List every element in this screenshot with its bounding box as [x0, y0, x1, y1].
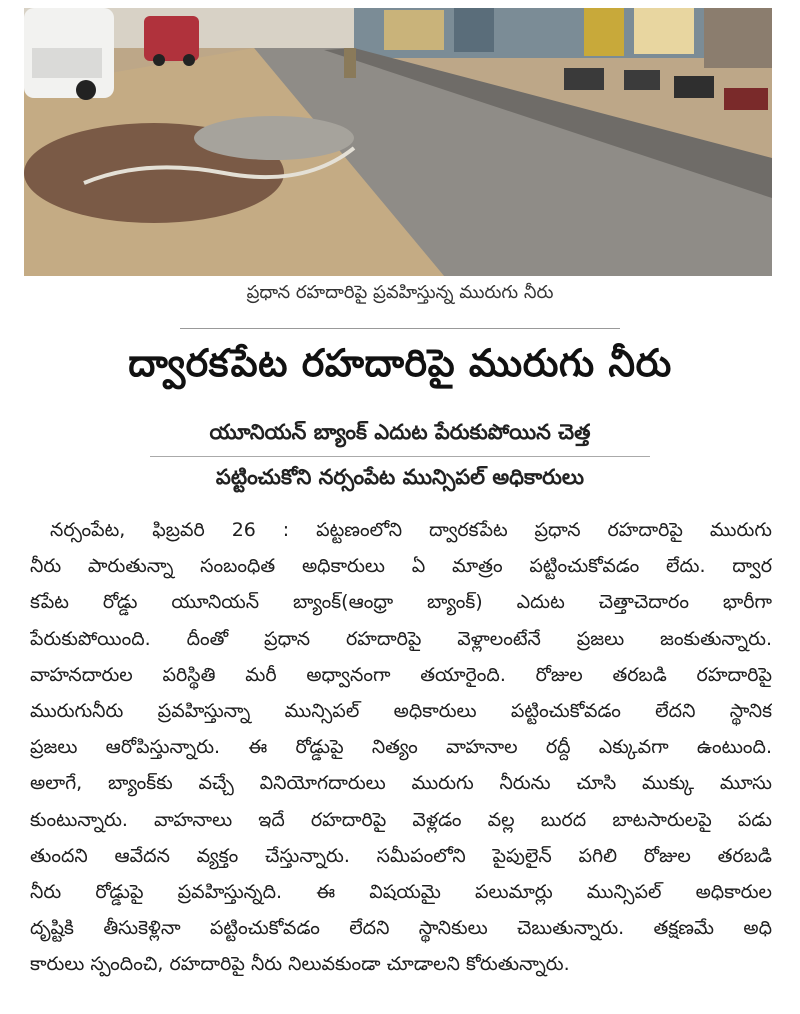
caption-divider — [180, 328, 620, 329]
article-line: అలాగే, బ్యాంక్‌కు వచ్చే వినియోగదారులు మురుగు నీరును చూసి ముక్కు మూసు — [30, 772, 772, 795]
subheadline-2: పట్టించుకోని నర్సంపేట మున్సిపల్ అధికారులు — [215, 465, 585, 489]
article-line: ప్రజలు ఆరోపిస్తున్నారు. ఈ రోడ్డుపై నిత్యం వాహనాల రద్దీ ఎక్కువగా ఉంటుంది. — [30, 736, 772, 759]
article-line: నీరు రోడ్డుపై ప్రవహిస్తున్నది. ఈ విషయమై పలుమార్లు మున్సిపల్ అధికారుల — [30, 880, 772, 903]
article-line: కుంటున్నారు. వాహనాలు ఇదే రహదారిపై వెళ్లడం వల్ల బురద బాటసారులపై పడు — [30, 808, 772, 831]
article-line: నర్సంపేట, ఫిబ్రవరి 26 : పట్టణంలోని ద్వారకపేట ప్రధాన రహదారిపై మురుగు — [50, 519, 772, 541]
article-line: తుందని ఆవేదన వ్యక్తం చేస్తున్నారు. సమీపంలోని పైపులైన్ పగిలి రోజుల తరబడి — [30, 844, 772, 867]
article-line: కారులు స్పందించి, రహదారిపై నీరు నిలువకుండా చూడాలని కోరుతున్నారు. — [30, 953, 570, 976]
article-line: దృష్టికి తీసుకెళ్లినా పట్టించుకోవడం లేదని స్థానికులు చెబుతున్నారు. తక్షణమే అధి — [30, 917, 772, 940]
road-scene-illustration — [24, 8, 772, 276]
article-line: పేరుకుపోయింది. దీంతో ప్రధాన రహదారిపై వెళ్లాలంటేనే ప్రజలు జంకుతున్నారు. — [30, 627, 772, 650]
article-line: వాహనదారుల పరిస్థితి మరీ అధ్వానంగా తయారైంది. రోజుల తరబడి రహదారిపై — [30, 663, 772, 686]
subheadline-1: యూనియన్ బ్యాంక్ ఎదుట పేరుకుపోయిన చెత్త — [209, 420, 591, 444]
article-line: కపేట రోడ్డు యూనియన్ బ్యాంక్(ఆంధ్రా బ్యాంక్) ఎదుట చెత్తాచెదారం భారీగా — [30, 591, 772, 614]
article-line: నీరు పారుతున్నా సంబంధిత అధికారులు ఏ మాత్రం పట్టించుకోవడం లేదు. ద్వార — [30, 555, 772, 578]
photo-caption: ప్రధాన రహదారిపై ప్రవహిస్తున్న మురుగు నీరు — [246, 282, 554, 303]
news-photo — [24, 8, 772, 276]
subheadline-divider — [150, 456, 650, 457]
article-line: మురుగునీరు ప్రవహిస్తున్నా మున్సిపల్ అధికారులు పట్టించుకోవడం లేదని స్థానిక — [30, 699, 772, 722]
headline: ద్వారకపేట రహదారిపై మురుగు నీరు — [128, 341, 672, 385]
article-body — [30, 512, 772, 982]
